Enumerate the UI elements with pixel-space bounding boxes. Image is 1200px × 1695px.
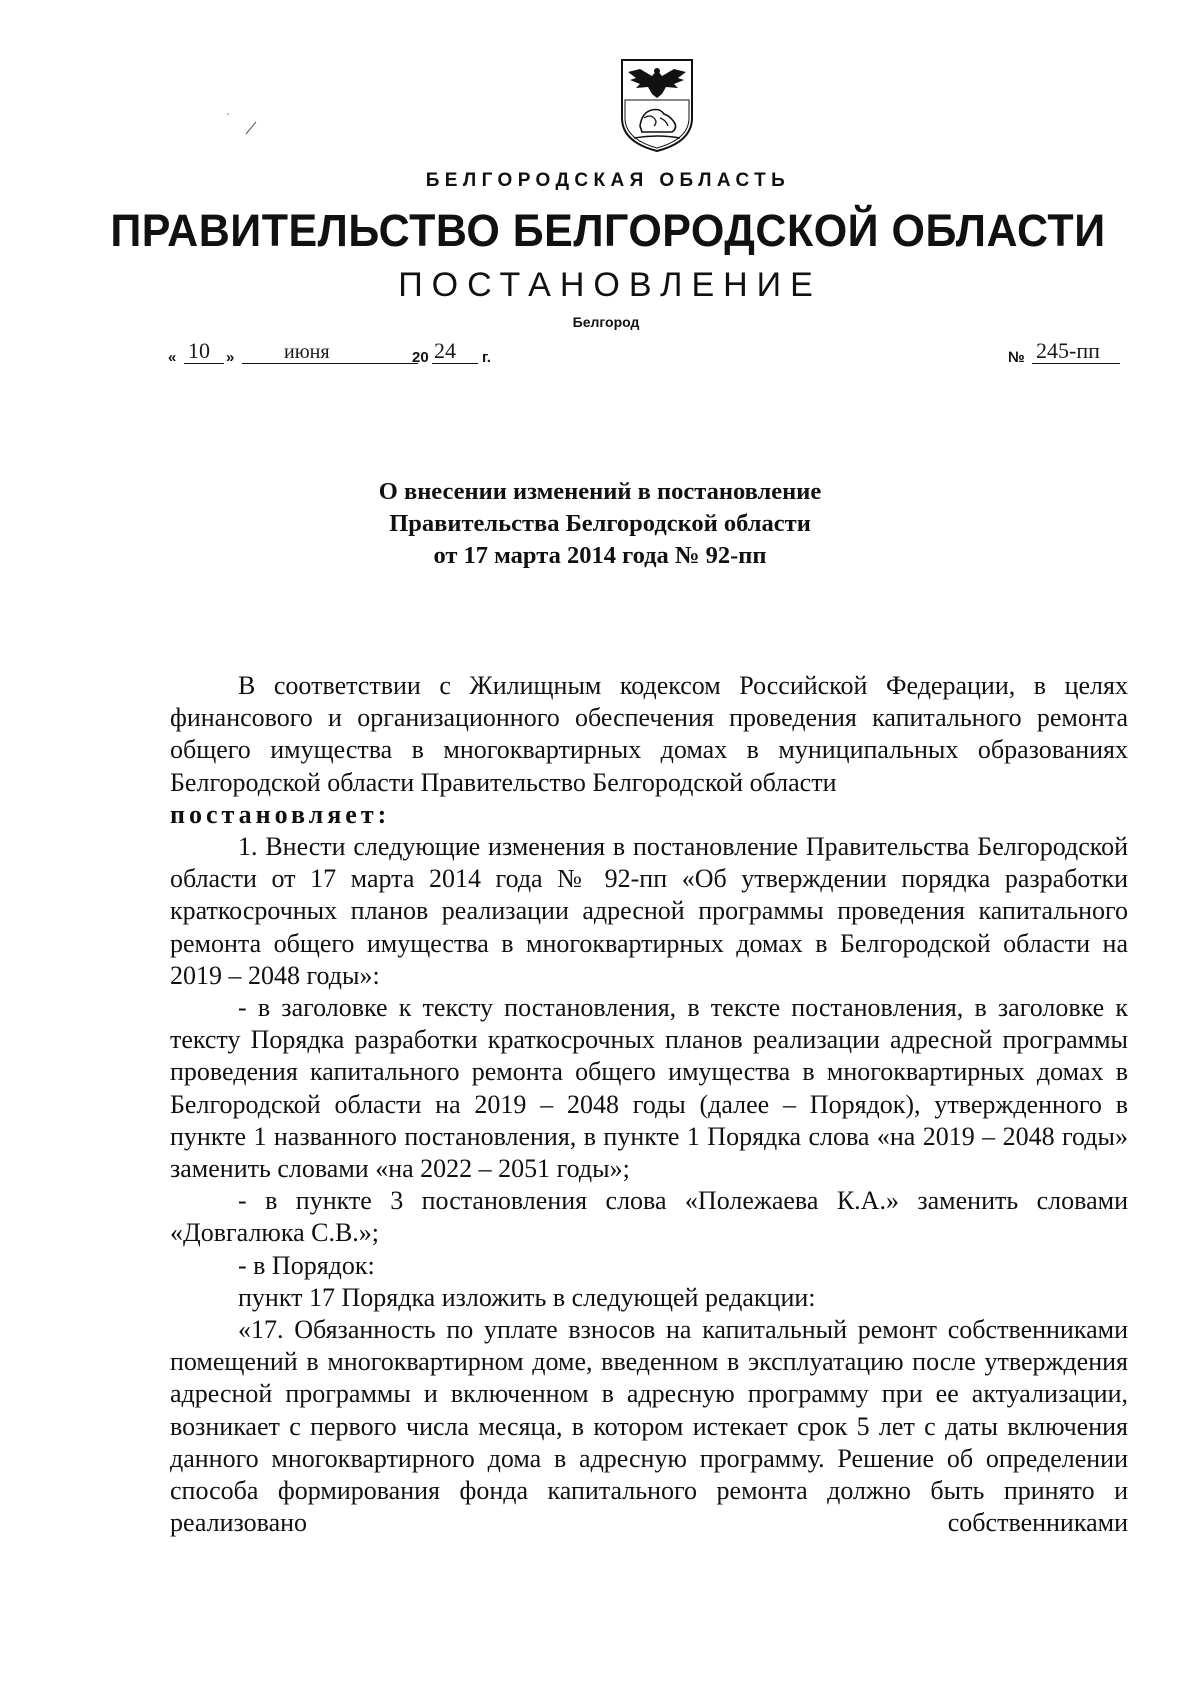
date-day: 10 (188, 338, 210, 363)
number-label: № (1008, 349, 1025, 366)
month-underline (242, 363, 418, 364)
city-label: Белгород (572, 314, 640, 330)
government-heading: ПРАВИТЕЛЬСТВО БЕЛГОРОДСКОЙ ОБЛАСТИ (110, 205, 1106, 257)
year-underline (432, 363, 478, 364)
bullet-2-paragraph: - в пункте 3 постановления слова «Полежаева К.А.» заменить словами «Довгалюка С.В.»; (170, 1186, 1128, 1248)
belgorod-coat-of-arms-icon (616, 56, 698, 154)
preamble-paragraph: В соответствии с Жилищным кодексом Российской Федерации, в целях финансового и организационного обеспечения проведения капитального ремонта общего имущества в многоквартирных домах в муниципальных образованиях Белгородской области Правительство Белгородской области (170, 671, 1128, 797)
region-heading: БЕЛГОРОДСКАЯ ОБЛАСТЬ (425, 170, 791, 191)
bullet-3-paragraph: - в Порядок: (238, 1250, 375, 1280)
number-underline (1032, 363, 1120, 364)
resolves-word: постановляет: (170, 799, 391, 829)
date-close-quote: » (226, 349, 235, 366)
year-abbr: г. (482, 349, 491, 366)
point-17-intro: пункт 17 Порядка изложить в следующей редакции: (238, 1282, 816, 1312)
title-line-2: Правительства Белгородской области (389, 510, 811, 537)
title-line-1: О внесении изменений в постановление (378, 478, 822, 505)
scan-speck-mark (220, 108, 260, 138)
item-1-paragraph: 1. Внести следующие изменения в постановление Правительства Белгородской области от 17 марта 2014 года № 92-пп «Об утверждении порядка разработки краткосрочных планов реализации адресной программы проведения капитального ремонта общего имущества в многоквартирных домах в Белгородской области на 2019 – 2048 годы»: (170, 832, 1128, 990)
day-underline (184, 363, 224, 364)
year-prefix: 20 (412, 349, 429, 366)
decree-body (170, 670, 1128, 1539)
decree-type-heading: ПОСТАНОВЛЕНИЕ (398, 266, 822, 304)
date-open-quote: « (168, 349, 177, 366)
decree-number: 245-пп (1036, 338, 1100, 363)
year-suffix: 24 (434, 338, 456, 363)
decree-title (160, 476, 1040, 572)
point-17-text: «17. Обязанность по уплате взносов на капитальный ремонт собственниками помещений в многоквартирном доме, введенном в эксплуатацию после утверждения адресной программы и включенном в адресную программу при ее актуализации, возникает с первого числа месяца, в котором истекает срок 5 лет с даты включения данного многоквартирного дома в адресную программу. Решение об определении способа формирования фонда капитального ремонта должно быть принято и реализовано собственниками (170, 1315, 1128, 1538)
decree-dateline (168, 336, 1120, 370)
date-month: июня (284, 341, 330, 363)
title-line-3: от 17 марта 2014 года № 92-пп (433, 542, 767, 569)
bullet-1-paragraph: - в заголовке к тексту постановления, в тексте постановления, в заголовке к тексту Порядка разработки краткосрочных планов реализации адресной программы проведения капитального ремонта общего имущества в многоквартирных домах в Белгородской области на 2019 – 2048 годы (далее – Порядок), утвержденного в пункте 1 названного постановления, в пункте 1 Порядка слова «на 2019 – 2048 годы» заменить словами «на 2022 – 2051 годы»; (170, 993, 1128, 1184)
